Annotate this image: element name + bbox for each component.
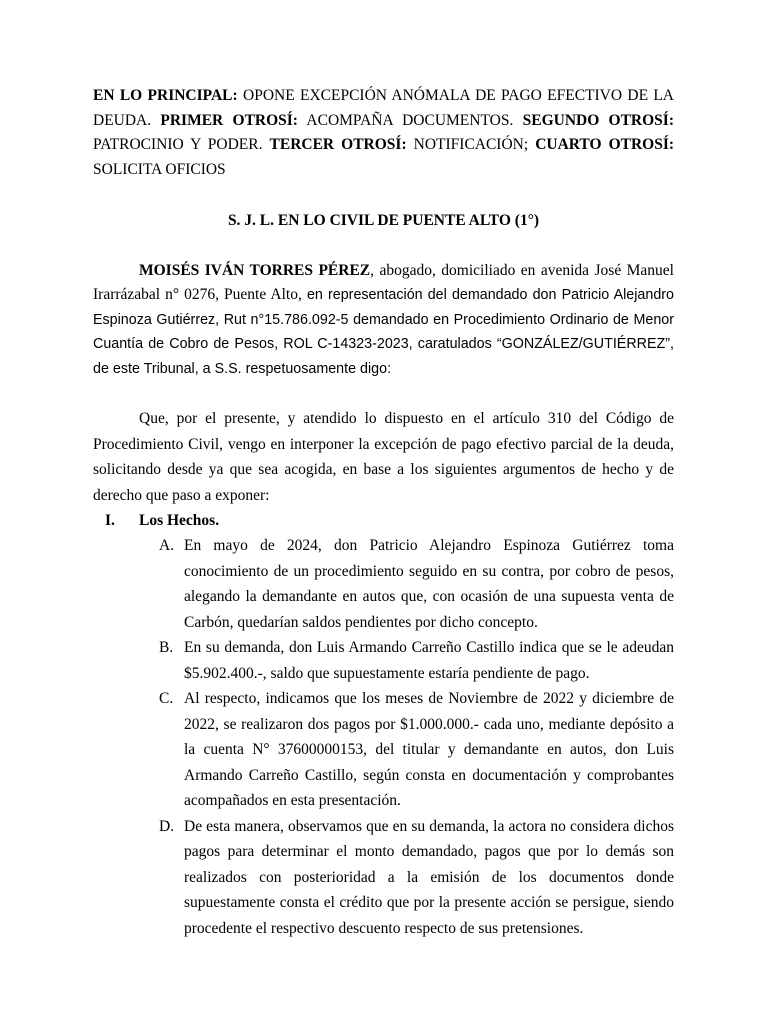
otrosi1-text: ACOMPAÑA DOCUMENTOS. xyxy=(306,111,514,129)
otrosi2-text: PATROCINIO Y PODER. xyxy=(93,136,263,153)
otrosi2-label: SEGUNDO OTROSÍ: xyxy=(522,111,674,129)
otrosi1-label: PRIMER OTROSÍ: xyxy=(160,111,298,129)
item-letter: A. xyxy=(159,537,175,554)
list-item xyxy=(159,686,674,814)
document-page xyxy=(93,84,674,941)
item-letter: B. xyxy=(159,639,174,656)
section-heading xyxy=(93,508,674,533)
summa-heading xyxy=(93,84,674,182)
intro-sans-text: en representación del demandado don Patricio Alejandro Espinoza Gutiérrez, Rut n°15.786.092-5 demandado en Procedimiento Ordinario de Menor Cuantía de Cobro de Pesos, ROL C-14323-2023, caratulados “GONZÁLEZ/GUTIÉRREZ”, de este Tribunal, a S.S. respetuosamente digo: xyxy=(93,287,675,377)
otrosi3-label: TERCER OTROSÍ: xyxy=(269,136,407,153)
attorney-name: MOISÉS IVÁN TORRES PÉREZ xyxy=(139,261,371,279)
item-text: En mayo de 2024, don Patricio Alejandro Espinoza Gutiérrez toma conocimiento de un procedimiento seguido en su contra, por cobro de pesos, alegando la demandante en autos que, con ocasión de una supuesta venta de Carbón, quedarían saldos pendientes por dicho concepto. xyxy=(184,537,674,631)
facts-list xyxy=(93,533,674,941)
otrosi3-text: NOTIFICACIÓN; xyxy=(413,136,529,153)
list-item xyxy=(159,635,674,686)
item-text: Al respecto, indicamos que los meses de Noviembre de 2022 y diciembre de 2022, se realizaron dos pagos por $1.000.000.- cada uno, mediante depósito a la cuenta N° 37600000153, del titular y demandante en autos, don Luis Armando Carreño Castillo, según consta en documentación y comprobantes acompañados en esta presentación. xyxy=(184,690,674,809)
intro-paragraph xyxy=(93,259,674,382)
list-item xyxy=(159,814,674,942)
otrosi4-label: CUARTO OTROSÍ: xyxy=(535,136,675,153)
item-text: En su demanda, don Luis Armando Carreño Castillo indica que se le adeudan $5.902.400.-, saldo que supuestamente estaría pendiente de pago. xyxy=(184,639,674,682)
otrosi4-text: SOLICITA OFICIOS xyxy=(93,160,226,178)
principal-label: EN LO PRINCIPAL: xyxy=(93,87,238,104)
section-number: I. xyxy=(105,512,115,529)
section-title: Los Hechos. xyxy=(139,512,220,529)
principal-text: OPONE EXCEPCIÓN ANÓMALA DE PAGO EFECTIVO DE LA DEUDA. xyxy=(93,87,675,129)
item-letter: D. xyxy=(159,817,175,835)
item-letter: C. xyxy=(159,690,174,707)
item-text: De esta manera, observamos que en su demanda, la actora no considera dichos pagos para determinar el monto demandado, pagos que por lo demás son realizados con posterioridad a la emisión de los documentos donde supuestamente consta el crédito que por la presente acción se persigue, siendo procedente el respectivo descuento respecto de sus pretensiones. xyxy=(184,817,674,937)
court-heading: S. J. L. EN LO CIVIL DE PUENTE ALTO (1°) xyxy=(227,212,540,229)
que-paragraph: Que, por el presente, y atendido lo dispuesto en el artículo 310 del Código de Procedimiento Civil, vengo en interponer la excepción de pago efectivo parcial de la deuda, solicitando desde ya que sea acogida, en base a los siguientes argumentos de hecho y de derecho que paso a exponer: xyxy=(93,410,674,504)
list-item xyxy=(159,533,674,635)
intro-serif-text: , abogado, domiciliado en avenida José Manuel Irarrázabal n° 0276, Puente Alto, xyxy=(93,261,674,303)
